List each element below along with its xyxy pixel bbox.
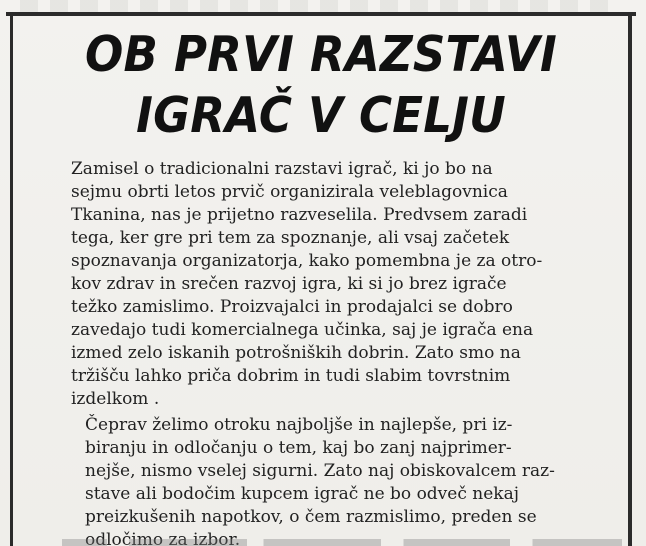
headline-line-1: OB PRVI RAZSTAVI xyxy=(85,26,557,83)
paragraph-1-line-4: tega, ker gre pri tem za spoznanje, ali vsaj začetek xyxy=(71,228,510,248)
paragraph-1-line-2: sejmu obrti letos prvič organizirala veleblagovnica xyxy=(71,182,508,202)
paragraph-2-line-2: biranju in odločanju o tem, kaj bo zanj najprimer- xyxy=(85,438,512,458)
paragraph-1-line-8: zavedajo tudi komercialnega učinka, saj je igrača ena xyxy=(71,320,534,340)
left-border-rule xyxy=(10,14,13,546)
paragraph-1 xyxy=(71,158,609,411)
paragraph-1-line-5: spoznavanja organizatorja, kako pomembna je za otro- xyxy=(71,251,543,271)
paragraph-2-line-3: nejše, nismo vselej sigurni. Zato naj obiskovalcem raz- xyxy=(85,461,555,481)
paragraph-1-line-11: izdelkom . xyxy=(71,389,160,409)
paragraph-2 xyxy=(71,414,609,546)
article-body xyxy=(71,158,609,546)
paragraph-2-line-1: Čeprav želimo otroku najboljše in najlepše, pri iz- xyxy=(85,415,513,435)
paragraph-1-line-6: kov zdrav in srečen razvoj igra, ki si jo brez igrače xyxy=(71,274,507,294)
cut-off-next-line xyxy=(62,539,622,546)
paragraph-2-line-4: stave ali bodočim kupcem igrač ne bo odveč nekaj xyxy=(85,484,519,504)
bleed-through-text xyxy=(20,0,620,12)
right-border-rule xyxy=(628,14,632,546)
top-border-rule xyxy=(6,12,636,16)
paragraph-1-line-7: težko zamislimo. Proizvajalci in prodajalci se dobro xyxy=(71,297,513,317)
paragraph-1-line-3: Tkanina, nas je prijetno razveselila. Predvsem zaradi xyxy=(71,205,528,225)
paragraph-2-line-5: preizkušenih napotkov, o čem razmislimo, preden se xyxy=(85,507,537,527)
article-headline xyxy=(42,24,600,146)
paragraph-2-line-6: odločimo za izbor. xyxy=(85,530,241,546)
paragraph-1-line-9: izmed zelo iskanih potrošniških dobrin. Zato smo na xyxy=(71,343,521,363)
headline-line-2: IGRAČ V CELJU xyxy=(136,87,506,144)
paragraph-1-line-1: Zamisel o tradicionalni razstavi igrač, ki jo bo na xyxy=(71,159,493,179)
paragraph-1-line-10: tržišču lahko priča dobrim in tudi slabim tovrstnim xyxy=(71,366,511,386)
